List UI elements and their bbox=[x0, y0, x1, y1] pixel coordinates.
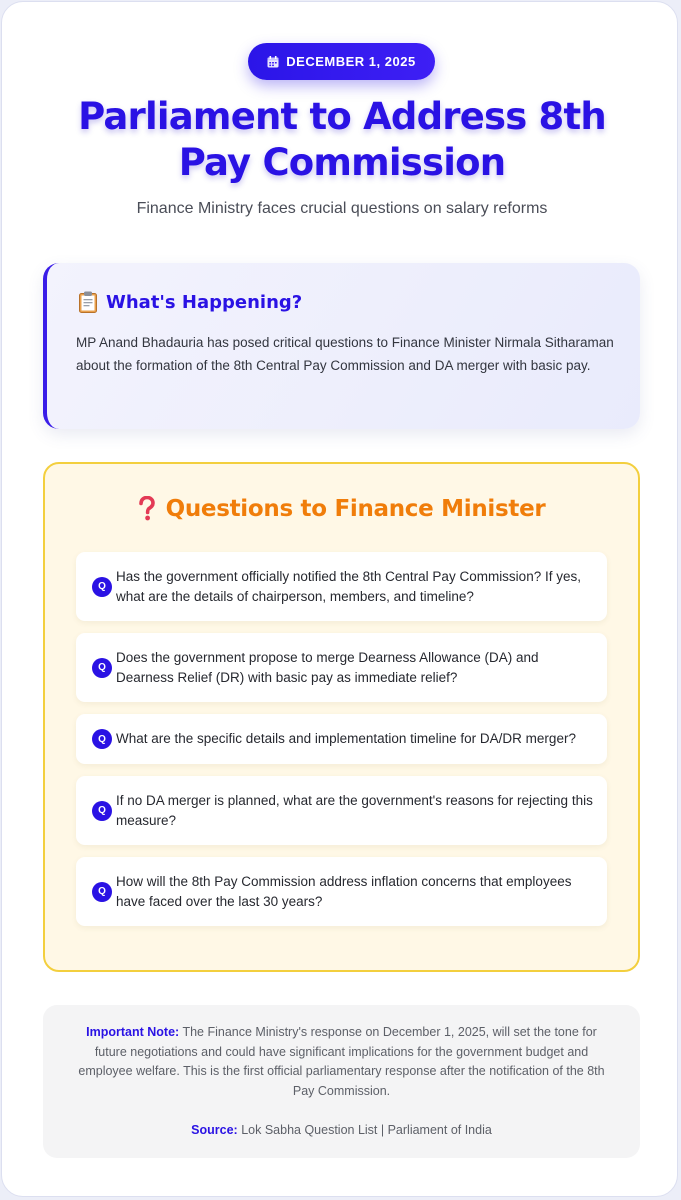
source-text: Lok Sabha Question List | Parliament of India bbox=[241, 1123, 492, 1137]
date-text: DECEMBER 1, 2025 bbox=[286, 54, 416, 69]
source-line bbox=[77, 1121, 606, 1141]
question-text: Does the government propose to merge Dearness Allowance (DA) and Dearness Relief (DR) with basic pay as immediate relief? bbox=[116, 650, 539, 685]
whats-happening-header bbox=[78, 291, 302, 313]
whats-happening-body: MP Anand Bhadauria has posed critical questions to Finance Minister Nirmala Sitharaman about the formation of the 8th Central Pay Commission and DA merger with basic pay. bbox=[76, 335, 614, 373]
question-text: How will the 8th Pay Commission address inflation concerns that employees have faced over the last 30 years? bbox=[116, 874, 572, 909]
calendar-icon bbox=[267, 56, 279, 68]
questions-card bbox=[43, 462, 640, 972]
whats-happening-card bbox=[43, 263, 640, 429]
note-text: The Finance Ministry's response on December 1, 2025, will set the tone for future negotiations and could have significant implications for the government budget and employee welfare. This is the first official parliamentary response after the notification of the 8th Pay Commission. bbox=[78, 1025, 605, 1098]
question-item bbox=[76, 714, 607, 764]
question-mark-icon bbox=[138, 496, 156, 522]
question-text: If no DA merger is planned, what are the government's reasons for rejecting this measure? bbox=[116, 793, 593, 828]
source-label: Source: bbox=[191, 1123, 238, 1137]
note-label: Important Note: bbox=[86, 1025, 180, 1039]
q-badge: Q bbox=[92, 658, 112, 678]
question-item bbox=[76, 552, 607, 621]
article-card bbox=[1, 1, 678, 1197]
page-title: Parliament to Address 8th Pay Commission bbox=[78, 95, 606, 184]
q-badge: Q bbox=[92, 729, 112, 749]
q-badge: Q bbox=[92, 882, 112, 902]
question-text: What are the specific details and implementation timeline for DA/DR merger? bbox=[116, 731, 576, 747]
question-item bbox=[76, 633, 607, 702]
important-note bbox=[43, 1005, 640, 1158]
note-paragraph bbox=[77, 1023, 606, 1101]
page-subtitle: Finance Ministry faces crucial questions on salary reforms bbox=[136, 200, 548, 217]
question-item bbox=[76, 857, 607, 926]
question-item bbox=[76, 776, 607, 845]
questions-header bbox=[45, 496, 638, 522]
questions-heading: Questions to Finance Minister bbox=[165, 496, 546, 522]
whats-happening-heading: What's Happening? bbox=[106, 291, 303, 313]
date-badge bbox=[248, 43, 435, 80]
q-badge: Q bbox=[92, 577, 112, 597]
question-text: Has the government officially notified the 8th Central Pay Commission? If yes, what are the details of chairperson, members, and timeline? bbox=[116, 569, 581, 604]
clipboard-icon bbox=[78, 291, 98, 313]
q-badge: Q bbox=[92, 801, 112, 821]
